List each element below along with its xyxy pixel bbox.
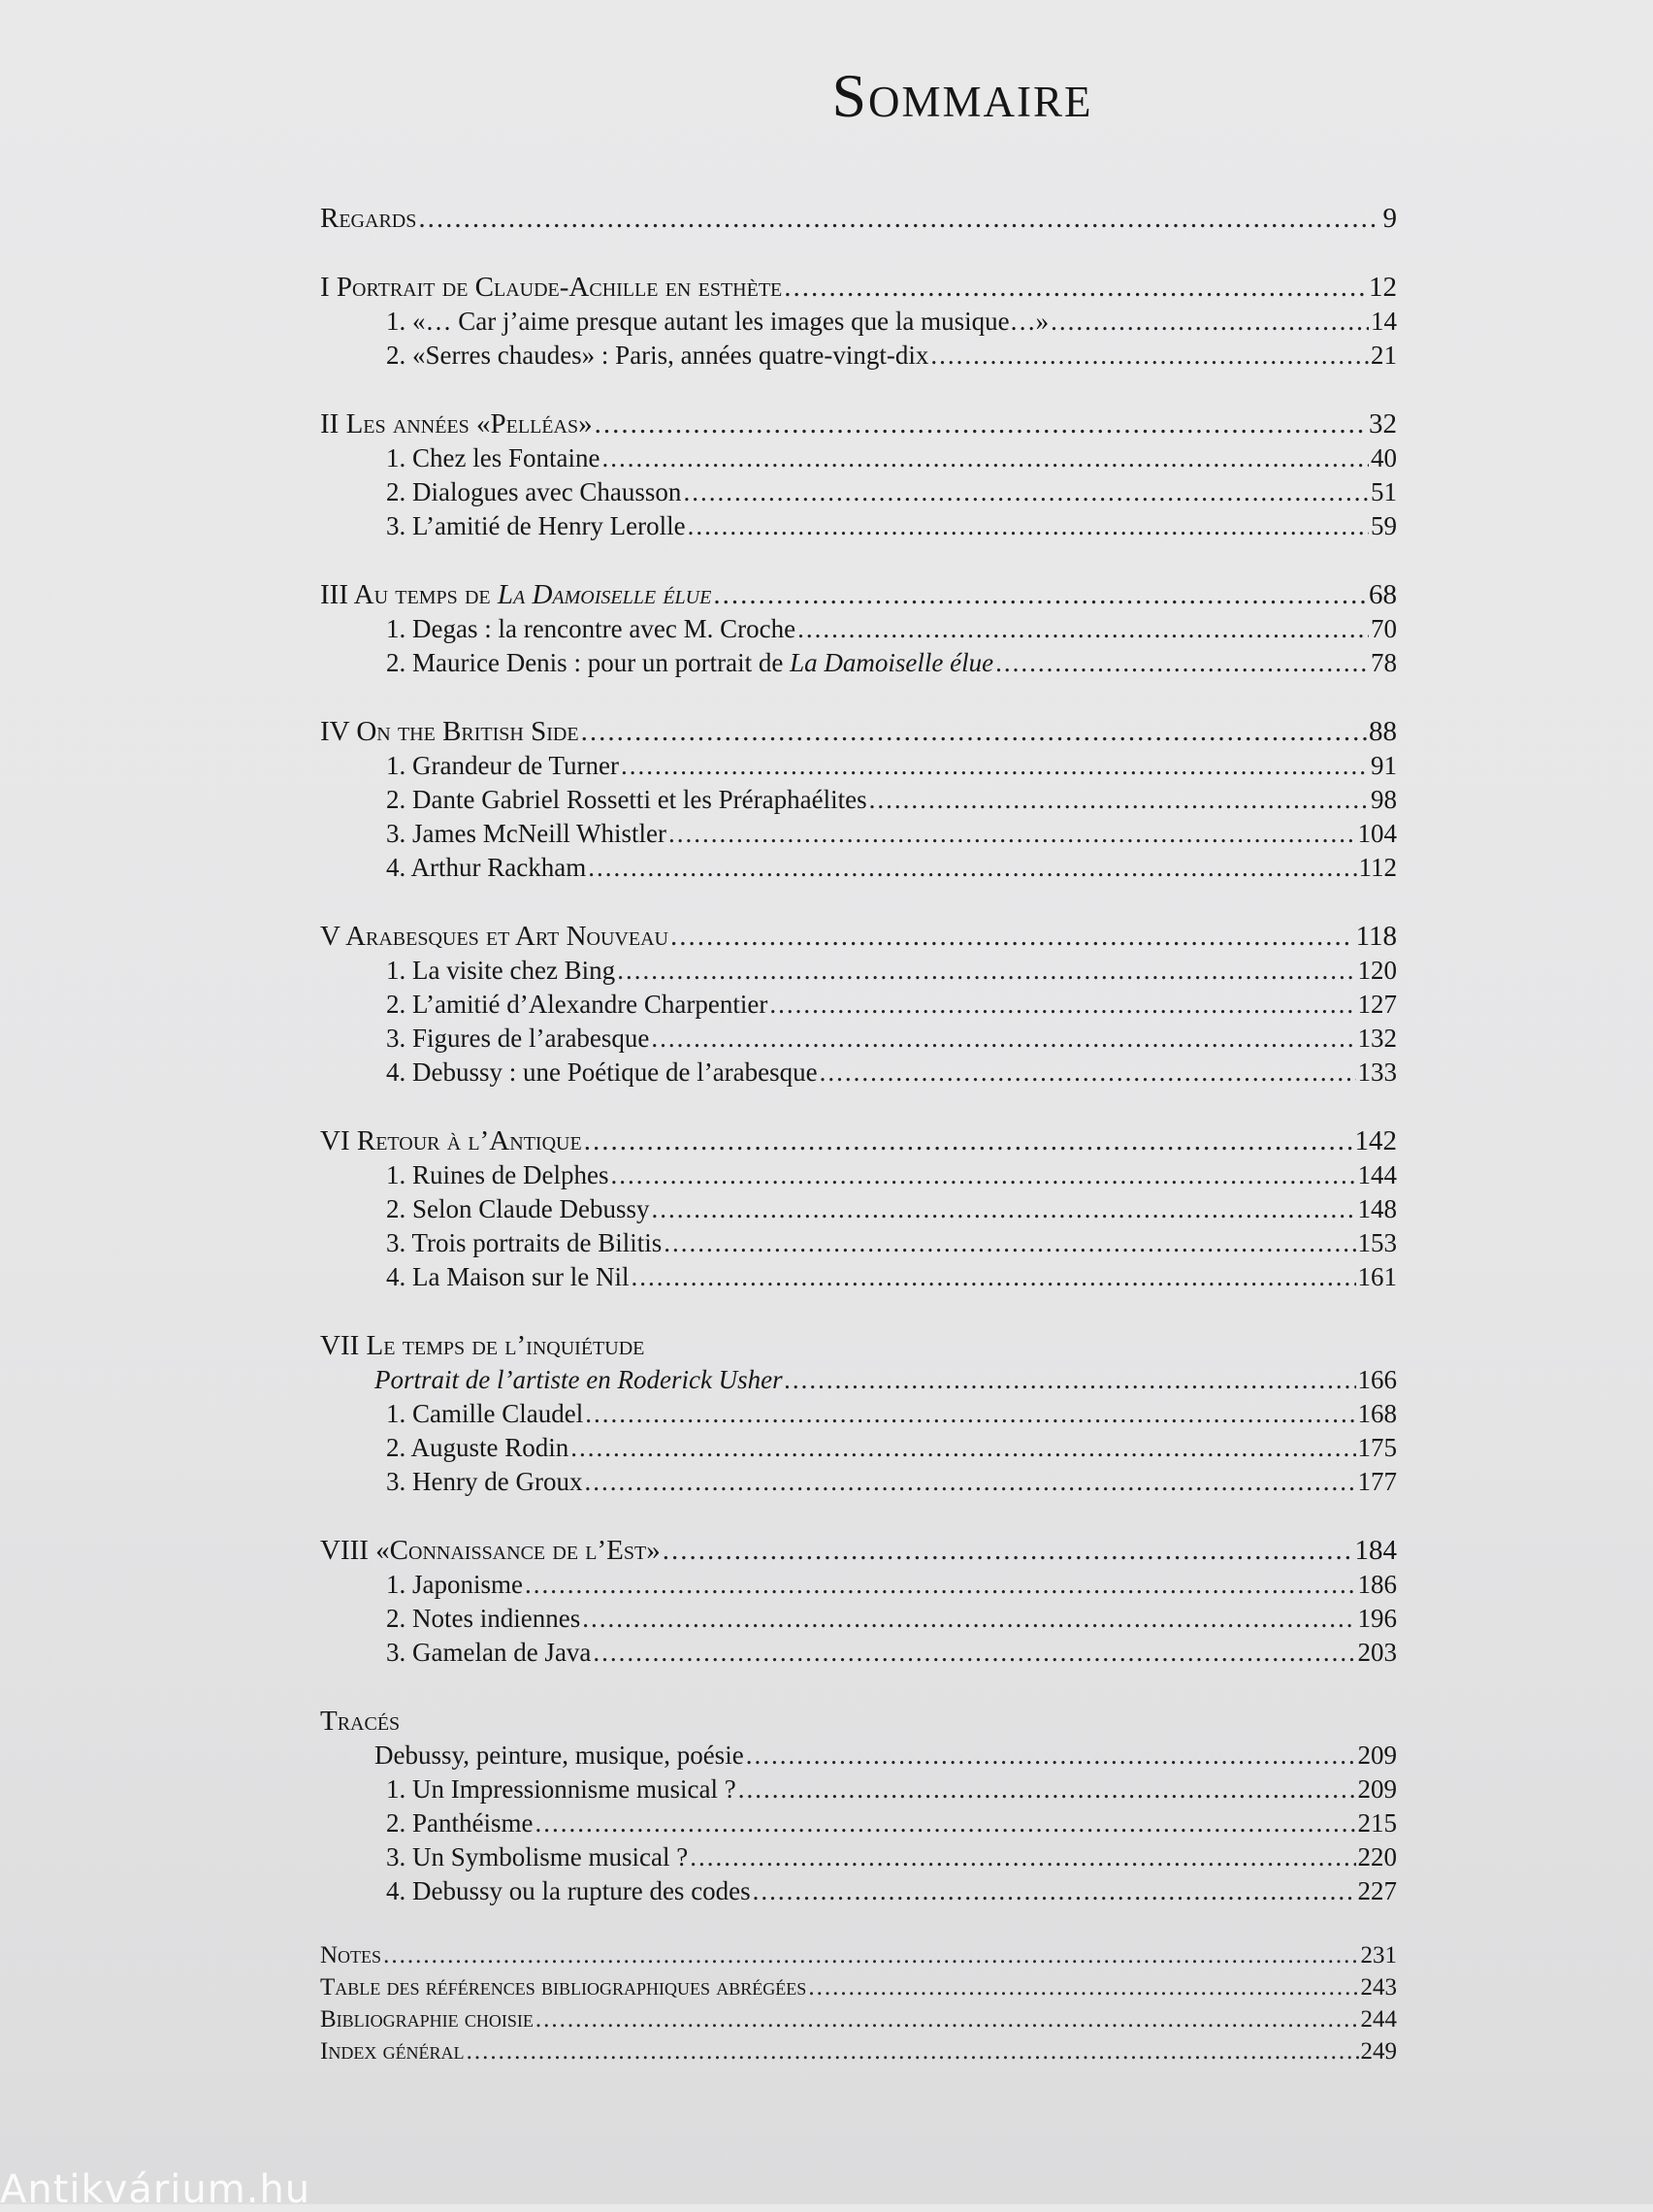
section-title: 2. «Serres chaudes» : Paris, années quatre-vingt-dix [386, 341, 929, 370]
section-title: 2. Dante Gabriel Rossetti et les Préraphaélites [386, 785, 867, 814]
dot-leader [621, 749, 1369, 783]
page-number: 112 [1358, 853, 1397, 882]
dot-leader [525, 1568, 1356, 1602]
intro-title: Portrait de l’artiste en Roderick Usher [374, 1365, 783, 1394]
page-number: 209 [1357, 1740, 1397, 1770]
toc-section[interactable] [320, 1158, 1397, 1192]
chapter-title: VIII «Connaissance de l’Est» [320, 1535, 661, 1566]
dot-leader [570, 1431, 1355, 1465]
toc-back-matter[interactable] [320, 2003, 1397, 2035]
toc-section[interactable] [320, 612, 1397, 646]
toc-section[interactable] [320, 1465, 1397, 1499]
section-title: 2. Selon Claude Debussy [386, 1194, 650, 1223]
page-number: 98 [1371, 785, 1397, 814]
page-number: 220 [1357, 1842, 1397, 1871]
section-title: 3. Trois portraits de Bilitis [386, 1228, 663, 1257]
page-number: 9 [1382, 203, 1397, 234]
dot-leader [785, 1363, 1356, 1397]
page-number: 21 [1371, 341, 1397, 370]
section-title: 3. L’amitié de Henry Lerolle [386, 511, 686, 540]
dot-leader [582, 1602, 1355, 1636]
page-number: 68 [1369, 579, 1397, 610]
dot-leader [588, 851, 1356, 885]
chapter-title: I Portrait de Claude-Achille en esthète [320, 272, 783, 303]
toc-section[interactable] [320, 1568, 1397, 1602]
section-title: 3. James McNeill Whistler [386, 819, 666, 848]
dot-leader [690, 1840, 1355, 1874]
dot-leader [930, 339, 1369, 373]
page-number: 209 [1357, 1774, 1397, 1804]
toc-traces[interactable] [320, 1705, 1397, 1739]
toc-section[interactable] [320, 783, 1397, 817]
watermark: Antikvárium.hu [0, 2167, 311, 2212]
dot-leader [769, 988, 1355, 1022]
toc-back-matter[interactable] [320, 1971, 1397, 2003]
section-title: 2. L’amitié d’Alexandre Charpentier [386, 990, 768, 1019]
section-title: 1. Chez les Fontaine [386, 443, 600, 472]
toc-section[interactable] [320, 1056, 1397, 1090]
dot-leader [738, 1773, 1356, 1806]
toc-chapter-1[interactable] [320, 271, 1397, 305]
dot-leader [584, 1124, 1353, 1158]
page-number: 14 [1371, 307, 1397, 336]
section-title: 1. Degas : la rencontre avec M. Croche [386, 614, 796, 643]
dot-leader [617, 954, 1355, 988]
toc-chapter-intro[interactable] [320, 1739, 1397, 1773]
dot-leader [713, 578, 1367, 612]
dot-leader [688, 509, 1369, 543]
section-title: 2. Panthéisme [386, 1808, 534, 1838]
entry-label: Bibliographie choisie [320, 2006, 534, 2033]
dot-leader [631, 1260, 1355, 1294]
dot-leader [651, 1192, 1355, 1226]
page-number: 227 [1357, 1876, 1397, 1905]
toc-chapter-7[interactable] [320, 1329, 1397, 1363]
toc-section[interactable] [320, 988, 1397, 1022]
section-title: 1. «… Car j’aime presque autant les images que la musique…» [386, 307, 1050, 336]
section-title: 2. Dialogues avec Chausson [386, 477, 682, 506]
toc-chapter-8[interactable] [320, 1534, 1397, 1568]
chapter-title: V Arabesques et Art Nouveau [320, 921, 668, 952]
toc-section[interactable] [320, 1874, 1397, 1908]
dot-leader [601, 441, 1369, 475]
toc-section[interactable] [320, 1773, 1397, 1806]
dot-leader [820, 1056, 1356, 1090]
section-title: 2. Auguste Rodin [386, 1433, 569, 1462]
page-number: 127 [1357, 990, 1397, 1019]
toc-section[interactable] [320, 1602, 1397, 1636]
dot-leader [797, 612, 1369, 646]
page-number: 70 [1371, 614, 1397, 643]
toc-chapter-6[interactable] [320, 1124, 1397, 1158]
page-number: 196 [1357, 1604, 1397, 1633]
page-number: 118 [1355, 921, 1397, 952]
page-number: 175 [1357, 1433, 1397, 1462]
page-number: 32 [1369, 408, 1397, 439]
dot-leader [383, 1939, 1358, 1971]
dot-leader [418, 202, 1376, 236]
dot-leader [663, 1534, 1353, 1568]
toc-chapter-intro[interactable] [320, 1363, 1397, 1397]
chapter-title: VI Retour à l’Antique [320, 1125, 582, 1156]
dot-leader [585, 1397, 1355, 1431]
toc-section[interactable] [320, 1431, 1397, 1465]
dot-leader [670, 920, 1354, 954]
table-of-contents [320, 202, 1397, 2067]
page-number: 249 [1360, 2038, 1397, 2065]
dot-leader [784, 271, 1367, 305]
dot-leader [668, 817, 1356, 851]
dot-leader [593, 1636, 1355, 1670]
toc-section[interactable] [320, 475, 1397, 509]
chapter-title: VII Le temps de l’inquiétude [320, 1330, 645, 1361]
page-number: 184 [1354, 1535, 1397, 1566]
toc-section[interactable] [320, 305, 1397, 339]
section-title: 3. Gamelan de Java [386, 1638, 592, 1667]
toc-section[interactable] [320, 441, 1397, 475]
section-title: 1. La visite chez Bing [386, 956, 616, 985]
page-number: 244 [1360, 2006, 1397, 2033]
section-title: 1. Un Impressionnisme musical ? [386, 1774, 736, 1804]
page-number: 166 [1357, 1365, 1397, 1394]
dot-leader [581, 715, 1367, 749]
section-title: 3. Un Symbolisme musical ? [386, 1842, 689, 1871]
toc-chapter-3[interactable] [320, 578, 1397, 612]
toc-section[interactable] [320, 1397, 1397, 1431]
section-title: 4. Debussy ou la rupture des codes [386, 1876, 751, 1905]
toc-section[interactable] [320, 1260, 1397, 1294]
dot-leader [746, 1739, 1356, 1773]
toc-section[interactable] [320, 1022, 1397, 1056]
toc-section[interactable] [320, 851, 1397, 885]
dot-leader [753, 1874, 1356, 1908]
toc-section[interactable] [320, 817, 1397, 851]
section-title: 3. Henry de Groux [386, 1467, 583, 1496]
dot-leader [664, 1226, 1355, 1260]
dot-leader [808, 1971, 1358, 2003]
section-title: 2. Maurice Denis : pour un portrait de La Damoiselle élue [386, 648, 994, 677]
toc-section[interactable] [320, 509, 1397, 543]
dot-leader [610, 1158, 1355, 1192]
chapter-title: IV On the British Side [320, 716, 579, 747]
section-title: 4. La Maison sur le Nil [386, 1262, 630, 1291]
page-number: 132 [1357, 1024, 1397, 1053]
page-number: 91 [1371, 751, 1397, 780]
toc-section[interactable] [320, 339, 1397, 373]
page-number: 142 [1354, 1125, 1397, 1156]
dot-leader [467, 2035, 1359, 2067]
dot-leader [651, 1022, 1355, 1056]
toc-section[interactable] [320, 1226, 1397, 1260]
section-title: 1. Camille Claudel [386, 1399, 584, 1428]
section-title: 3. Figures de l’arabesque [386, 1024, 650, 1053]
toc-section[interactable] [320, 954, 1397, 988]
toc-entry-regards[interactable] [320, 202, 1397, 236]
toc-section[interactable] [320, 1192, 1397, 1226]
intro-title: Debussy, peinture, musique, poésie [374, 1740, 744, 1770]
chapter-title: II Les années «Pelléas» [320, 408, 593, 439]
dot-leader [595, 407, 1367, 441]
page-number: 148 [1357, 1194, 1397, 1223]
toc-section[interactable] [320, 646, 1397, 680]
page-number: 104 [1357, 819, 1397, 848]
toc-section[interactable] [320, 1840, 1397, 1874]
page-number: 168 [1357, 1399, 1397, 1428]
page-number: 186 [1357, 1570, 1397, 1599]
page-number: 51 [1371, 477, 1397, 506]
section-title: 1. Japonisme [386, 1570, 523, 1599]
page-number: 59 [1371, 511, 1397, 540]
section-title: 2. Notes indiennes [386, 1604, 581, 1633]
page-number: 177 [1357, 1467, 1397, 1496]
toc-section[interactable] [320, 749, 1397, 783]
section-title: 1. Grandeur de Turner [386, 751, 619, 780]
dot-leader [535, 1806, 1355, 1840]
toc-back-matter[interactable] [320, 2035, 1397, 2067]
page-number: 40 [1371, 443, 1397, 472]
page-number: 231 [1360, 1942, 1397, 1968]
entry-label: Regards [320, 203, 417, 234]
page-number: 78 [1371, 648, 1397, 677]
toc-back-matter[interactable] [320, 1939, 1397, 1971]
toc-chapter-5[interactable] [320, 920, 1397, 954]
page-number: 243 [1360, 1974, 1397, 2001]
chapter-title: III Au temps de La Damoiselle élue [320, 579, 712, 610]
dot-leader [869, 783, 1369, 817]
dot-leader [683, 475, 1369, 509]
page-number: 133 [1357, 1057, 1397, 1087]
entry-label: Notes [320, 1942, 382, 1968]
section-title: 4. Debussy : une Poétique de l’arabesque [386, 1057, 818, 1087]
page-number: 153 [1357, 1228, 1397, 1257]
dot-leader [535, 2003, 1359, 2035]
page-number: 12 [1369, 272, 1397, 303]
toc-section[interactable] [320, 1636, 1397, 1670]
toc-chapter-4[interactable] [320, 715, 1397, 749]
page-number: 161 [1357, 1262, 1397, 1291]
entry-label: Table des références bibliographiques abrégées [320, 1974, 807, 2001]
page-number: 215 [1357, 1808, 1397, 1838]
dot-leader [1051, 305, 1369, 339]
page-number: 88 [1369, 716, 1397, 747]
toc-chapter-2[interactable] [320, 407, 1397, 441]
section-title: 4. Arthur Rackham [386, 853, 587, 882]
page-number: 203 [1357, 1638, 1397, 1667]
entry-label: Index général [320, 2038, 465, 2065]
page-number: 120 [1357, 956, 1397, 985]
dot-leader [584, 1465, 1355, 1499]
section-title: 1. Ruines de Delphes [386, 1160, 609, 1189]
chapter-title: Tracés [320, 1706, 401, 1737]
dot-leader [995, 646, 1369, 680]
toc-section[interactable] [320, 1806, 1397, 1840]
page-number: 144 [1357, 1160, 1397, 1189]
page-title: Sommaire [831, 61, 1093, 130]
